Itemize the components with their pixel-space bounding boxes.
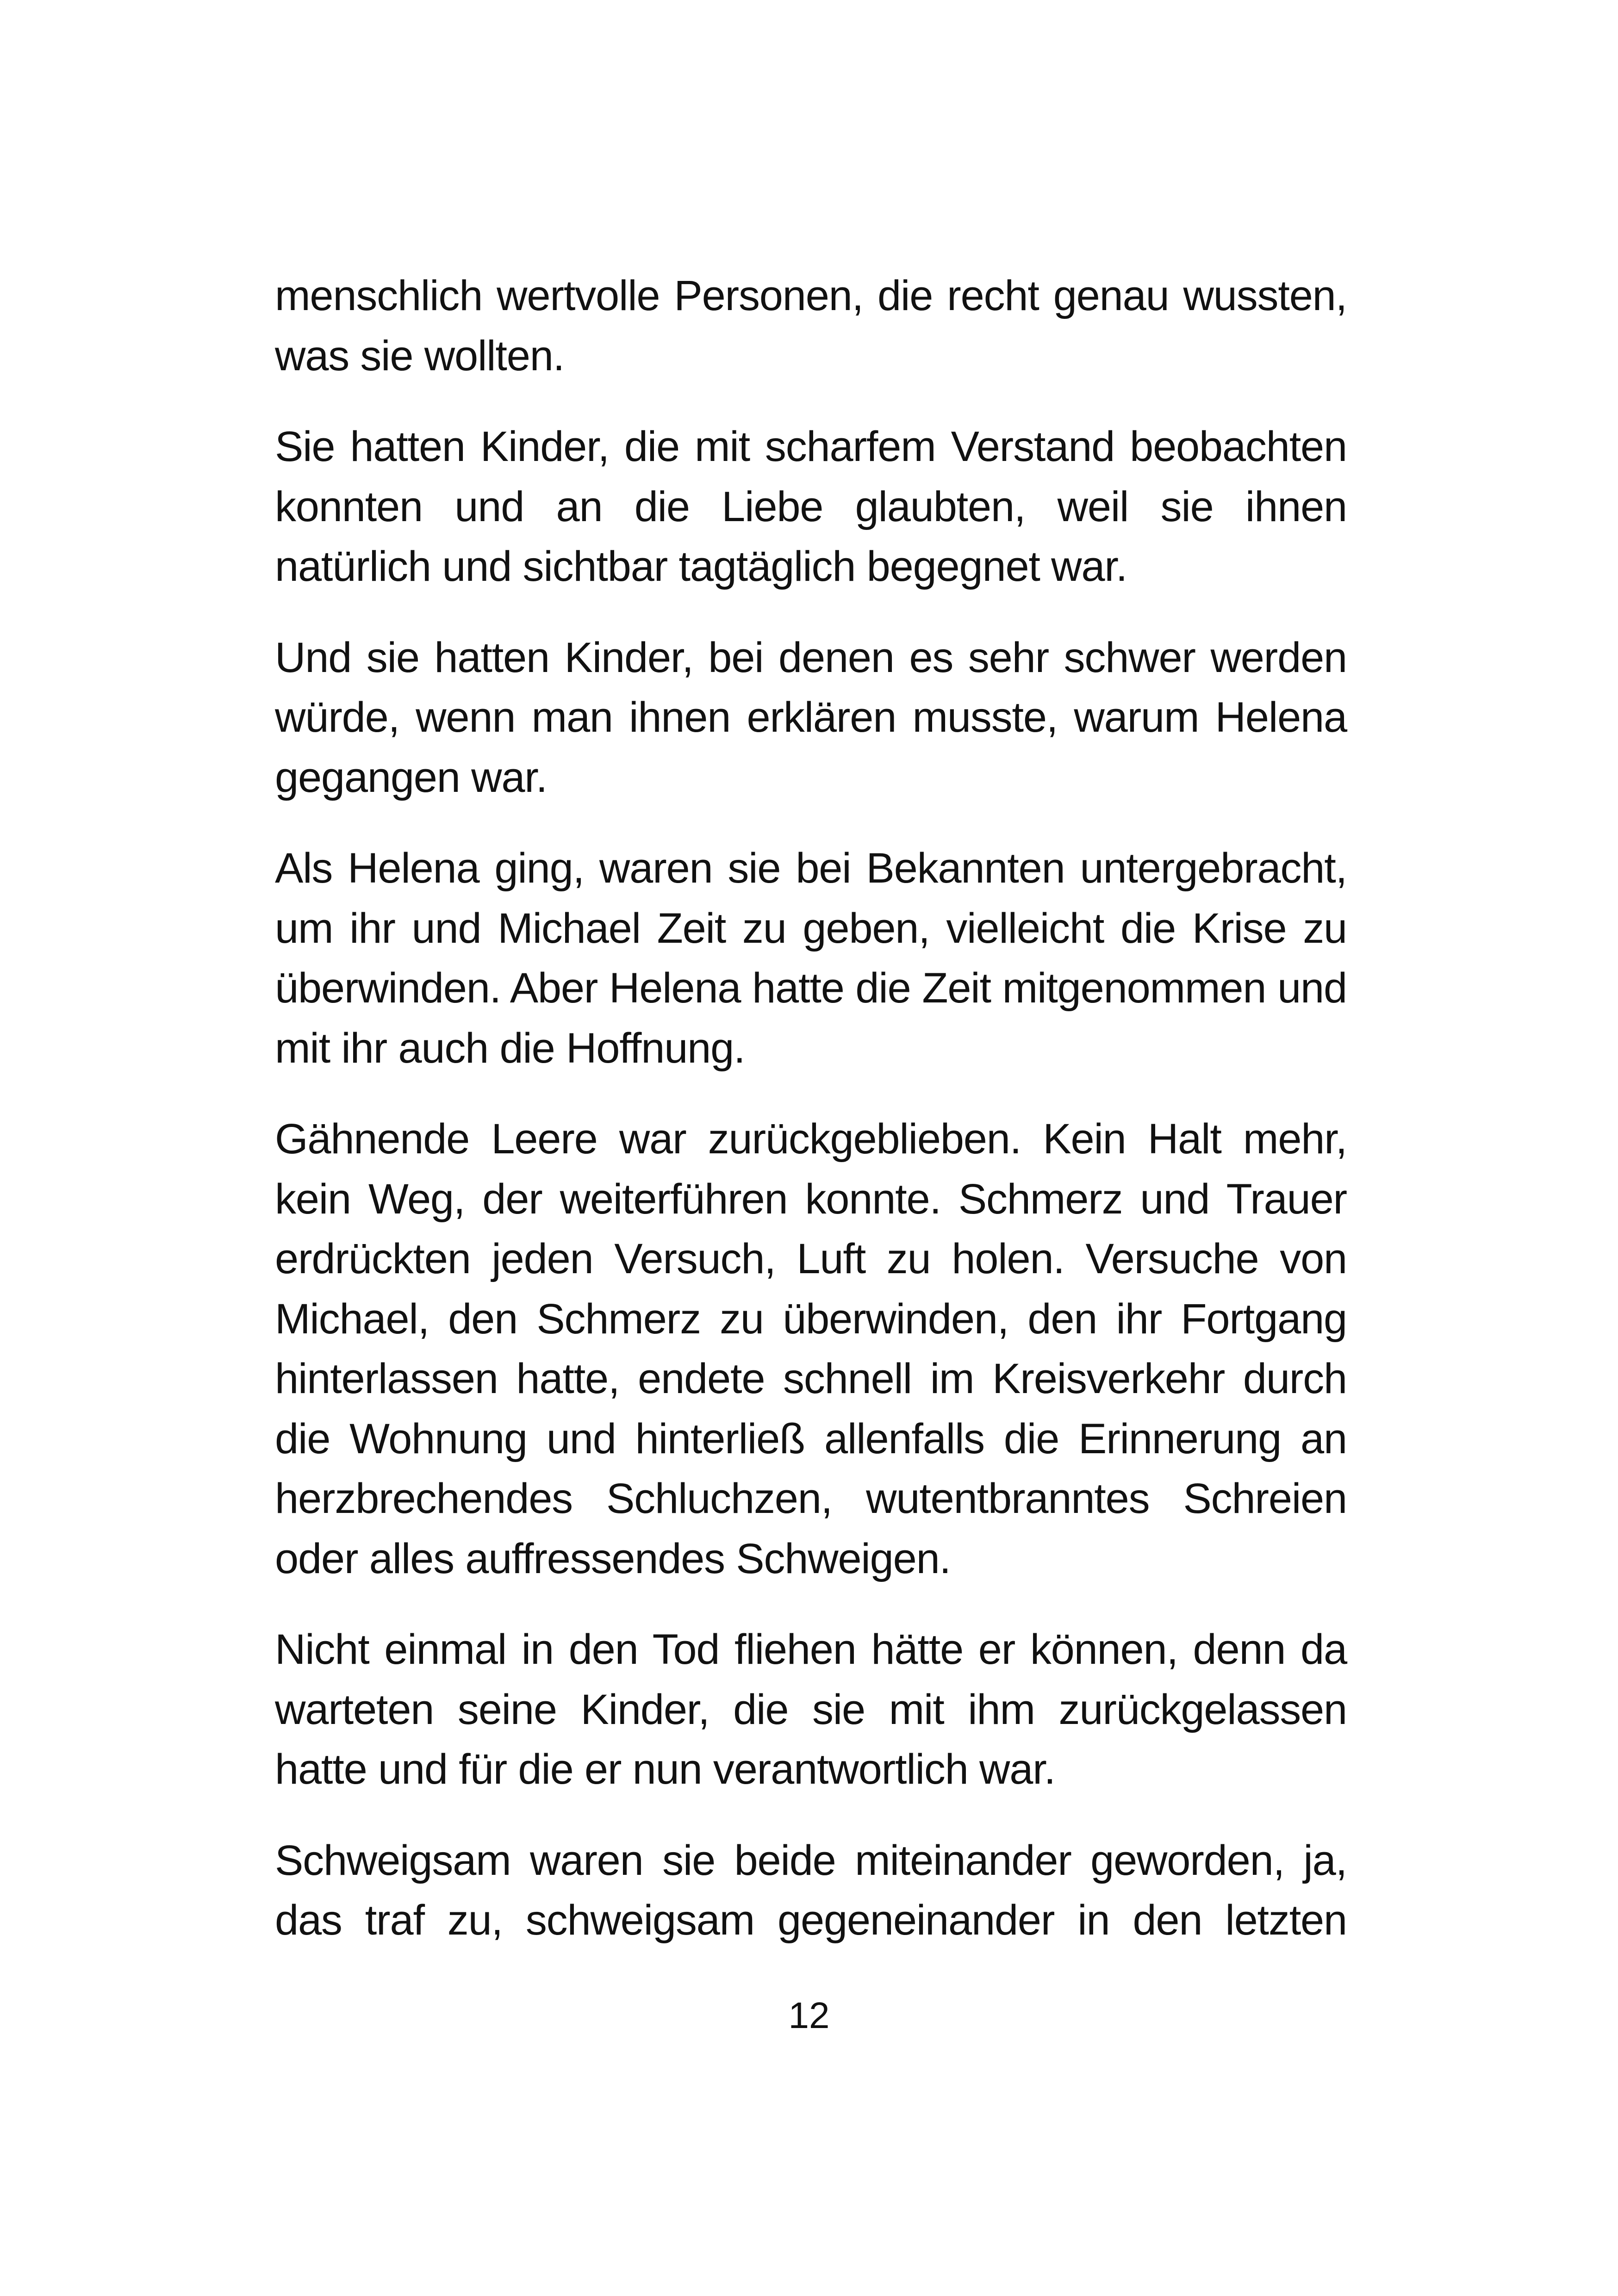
paragraph-4: Als Helena ging, waren sie bei Bekannten untergebracht, um ihr und Michael Zeit zu geben, vielleicht die Krise zu überwinden. Aber Helena hatte die Zeit mitgenommen und mit ihr auch die Hoffnung. <box>275 845 1347 1072</box>
paragraph-2: Sie hatten Kinder, die mit scharfem Verstand beobachten konnten und an die Liebe glaubten, weil sie ihnen natürlich und sichtbar tagtäglich begegnet war. <box>275 423 1347 590</box>
paragraph-6: Nicht einmal in den Tod fliehen hätte er können, denn da warteten seine Kinder, die sie mit ihm zurückgelassen hatte und für die er nun verantwortlich war. <box>275 1626 1347 1793</box>
body-text <box>275 266 1347 1982</box>
paragraph-1: menschlich wertvolle Personen, die recht genau wussten, was sie wollten. <box>275 272 1347 380</box>
paragraph-5: Gähnende Leere war zurückgeblieben. Kein Halt mehr, kein Weg, der weiterführen konnte. Schmerz und Trauer erdrückten jeden Versuch, Luft zu holen. Versuche von Michael, den Schmerz zu überwinden, den ihr Fortgang hinterlassen hatte, endete schnell im Kreisverkehr durch die Wohnung und hinterließ allenfalls die Erinnerung an herzbrechendes Schluchzen, wutentbranntes Schreien oder alles auffressendes Schweigen. <box>275 1115 1347 1582</box>
paragraph-3: Und sie hatten Kinder, bei denen es sehr schwer werden würde, wenn man ihnen erklären musste, warum Helena gegangen war. <box>275 634 1347 801</box>
page-number: 12 <box>788 1995 830 2036</box>
paragraph-7: Schweigsam waren sie beide miteinander geworden, ja, das traf zu, schweigsam gegeneinander in den letzten <box>275 1836 1347 1944</box>
